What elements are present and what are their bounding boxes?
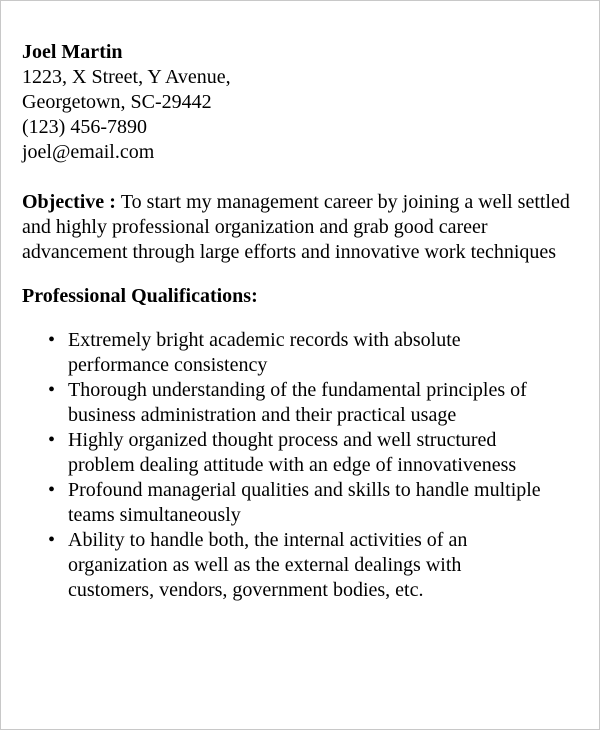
address-line-2: Georgetown, SC-29442 bbox=[22, 91, 212, 113]
bullet-icon: • bbox=[48, 479, 56, 501]
list-item-line: Ability to handle both, the internal activities of an bbox=[68, 529, 468, 551]
email-address: joel@email.com bbox=[22, 141, 155, 163]
qualifications-title: Professional Qualifications: bbox=[22, 285, 258, 307]
list-item-line: Profound managerial qualities and skills to handle multiple bbox=[68, 479, 541, 501]
resume-content bbox=[22, 40, 582, 603]
list-item-line: Highly organized thought process and well structured bbox=[68, 429, 497, 451]
objective-text: To start my management career by joining a well settled and highly professional organization and grab good career advancement through large efforts and innovative work techniques bbox=[22, 191, 570, 263]
list-item bbox=[48, 478, 582, 528]
list-item-line: organization as well as the external dealings with bbox=[68, 554, 462, 576]
objective-section bbox=[22, 190, 582, 265]
phone-number: (123) 456-7890 bbox=[22, 116, 147, 138]
list-item bbox=[48, 428, 582, 478]
bullet-icon: • bbox=[48, 429, 56, 451]
address-line-1: 1223, X Street, Y Avenue, bbox=[22, 66, 231, 88]
objective-separator: : bbox=[104, 191, 121, 213]
bullet-icon: • bbox=[48, 329, 56, 351]
bullet-icon: • bbox=[48, 529, 56, 551]
list-item-line: problem dealing attitude with an edge of innovativeness bbox=[68, 454, 517, 476]
candidate-name: Joel Martin bbox=[22, 41, 123, 63]
list-item-line: performance consistency bbox=[68, 354, 268, 376]
contact-block bbox=[22, 40, 582, 165]
list-item bbox=[48, 328, 582, 378]
list-item-line: business administration and their practical usage bbox=[68, 404, 457, 426]
list-item bbox=[48, 378, 582, 428]
list-item-line: Thorough understanding of the fundamental principles of bbox=[68, 379, 527, 401]
bullet-icon: • bbox=[48, 379, 56, 401]
qualifications-list bbox=[22, 328, 582, 603]
list-item bbox=[48, 528, 582, 603]
list-item-line: teams simultaneously bbox=[68, 504, 241, 526]
list-item-line: Extremely bright academic records with absolute bbox=[68, 329, 461, 351]
list-item-line: customers, vendors, government bodies, etc. bbox=[68, 579, 424, 601]
objective-label: Objective bbox=[22, 191, 105, 213]
